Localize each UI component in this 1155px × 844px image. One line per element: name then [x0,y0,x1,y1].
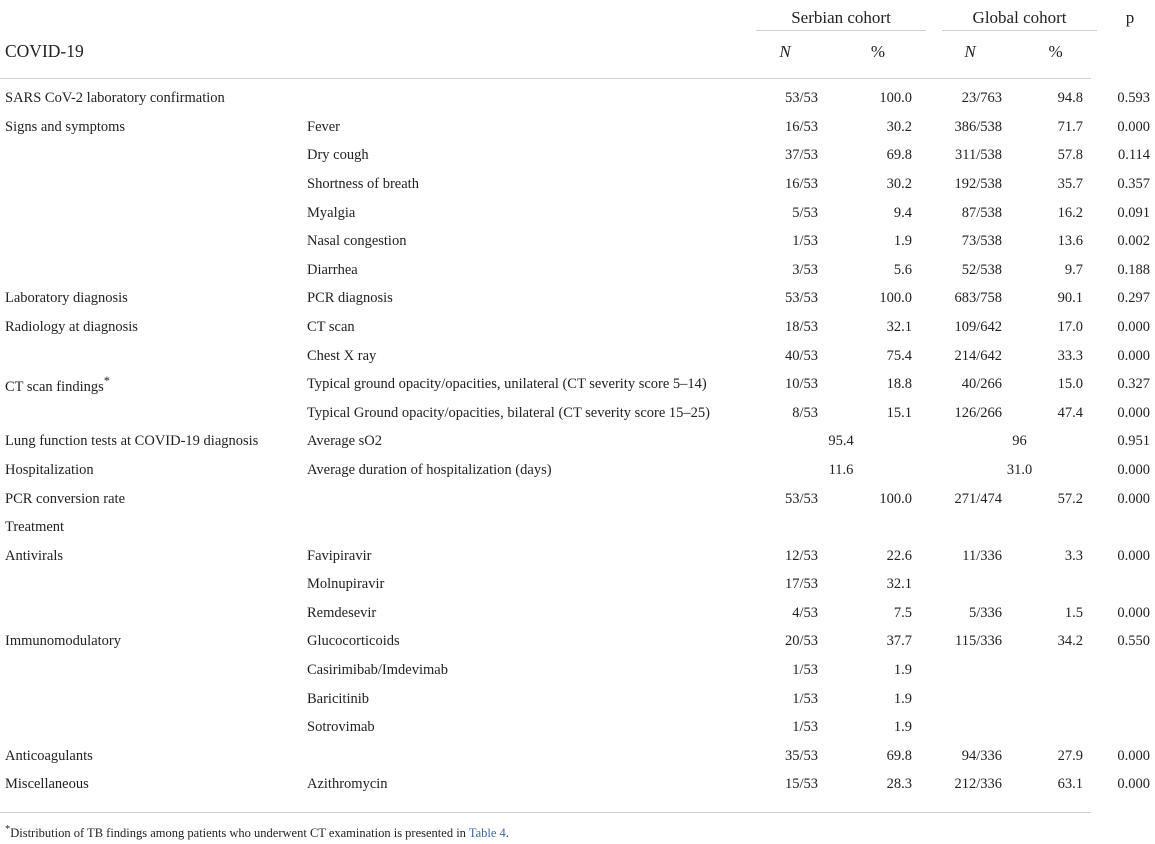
row-category [0,75,305,113]
row-item: CT scan [307,318,355,335]
p-value: 0.000 [1117,547,1151,564]
global-n-value: 386/538 [954,118,1003,135]
serbian-n-value: 1/53 [792,719,818,736]
serbian-n-value: 5/53 [792,204,818,221]
serbian-cohort-header: Serbian cohort [748,0,934,28]
footnote-text: Distribution of TB findings among patients who underwent CT examination is presented in [10,826,469,841]
row-category [0,742,305,771]
global-pct-value: 71.7 [1057,118,1084,135]
global-pct-value: 35.7 [1057,175,1084,192]
table-row [0,656,1155,685]
global-n-value: 52/538 [961,261,1003,278]
serbian-pct-value: 100.0 [879,290,913,307]
p-value: 0.091 [1117,204,1151,221]
table-body [0,75,1155,799]
p-value: 0.000 [1117,604,1151,621]
global-pct-value: 90.1 [1057,290,1084,307]
serbian-pct-value: 1.9 [893,662,913,679]
header-spacer [305,0,748,28]
row-item: Average sO2 [307,433,383,450]
row-item: Baricitinib [307,690,370,707]
p-value: 0.000 [1117,461,1151,478]
serbian-n-value: 1/53 [792,690,818,707]
serbian-pct-value: 32.1 [886,576,913,593]
table-row [0,142,1155,171]
serbian-n-value: 12/53 [784,547,818,564]
serbian-n-value: 16/53 [784,118,818,135]
table-row [0,599,1155,628]
global-pct-value: 27.9 [1057,747,1084,764]
global-pct-value [1006,685,1105,714]
serbian-pct-value: 1.9 [893,719,913,736]
p-value: 0.114 [1117,147,1151,164]
row-category [0,142,305,171]
table-row [0,685,1155,714]
serbian-n-value: 8/53 [792,404,818,421]
row-category-label: Immunomodulatory [5,633,121,650]
p-value: 0.593 [1117,90,1151,106]
row-category-label: Miscellaneous [5,776,89,793]
serbian-pct-value: 100.0 [879,490,913,507]
table-row [0,285,1155,314]
row-category [0,170,305,199]
global-pct-value [1006,571,1105,600]
serbian-pct-value: 28.3 [886,776,913,793]
global-pct-value: 15.0 [1057,376,1084,393]
row-category [0,313,305,342]
table-row [0,75,1155,113]
serbian-pct-value: 69.8 [886,747,913,764]
global-pct-value: 9.7 [1064,261,1084,278]
row-item: Dry cough [307,147,369,164]
global-n-value: 40/266 [961,376,1003,393]
global-n-value: 126/266 [954,404,1003,421]
p-value: 0.327 [1117,376,1151,393]
serbian-pct-header: % [870,41,886,61]
global-pct-value [1006,513,1105,542]
serbian-n-value: 35/53 [784,747,818,764]
table-row [0,713,1155,742]
row-category-label: Treatment [5,519,65,536]
row-category [0,513,305,542]
global-n-value: 271/474 [954,490,1003,507]
global-n-value: 23/763 [961,90,1003,106]
table-row [0,170,1155,199]
header-spacer [1105,28,1155,75]
global-n-value [934,571,1006,600]
table-row [0,771,1155,800]
row-category-footnote-marker: * [103,373,110,388]
row-category [0,485,305,514]
table-row [0,342,1155,371]
row-item [305,485,748,514]
serbian-n-value: 15/53 [784,776,818,793]
serbian-pct-value: 69.8 [886,147,913,164]
row-item: Myalgia [307,204,356,221]
row-item: Nasal congestion [307,233,407,250]
row-category [0,113,305,142]
serbian-pct-value: 30.2 [886,175,913,192]
p-value: 0.000 [1117,490,1151,507]
serbian-n-value: 53/53 [784,90,818,106]
serbian-pct-value: 1.9 [893,690,913,707]
p-value: 0.000 [1117,318,1151,335]
row-category-label: Lung function tests at COVID-19 diagnosis [5,433,259,450]
row-item [305,75,748,113]
p-value: 0.000 [1117,747,1151,764]
row-category [0,628,305,657]
row-category-label: SARS CoV-2 laboratory confirmation [5,90,225,106]
global-cohort-header: Global cohort [934,0,1105,28]
serbian-pct-value: 37.7 [886,633,913,650]
serbian-pct-value: 32.1 [886,318,913,335]
row-item: Diarrhea [307,261,358,278]
header-spacer [0,0,305,28]
global-n-value [934,713,1006,742]
row-category [0,285,305,314]
header-rule [0,78,1091,79]
row-category [0,428,305,457]
row-category [0,342,305,371]
global-pct-value [1006,713,1105,742]
p-value: 0.951 [1117,433,1151,450]
table-row [0,370,1155,399]
table-row [0,199,1155,228]
global-pct-value: 1.5 [1064,604,1084,621]
p-value: 0.000 [1117,347,1151,364]
table-row [0,227,1155,256]
footnote [5,824,509,841]
row-category [0,399,305,428]
footnote-marker: * [5,824,11,835]
row-category [0,656,305,685]
global-n-value: 311/538 [955,147,1003,164]
global-n-value: 11/336 [962,547,1003,564]
serbian-n-value: 4/53 [792,604,818,621]
row-item: Shortness of breath [307,175,419,192]
p-value: 0.000 [1117,118,1151,135]
global-n-value: 73/538 [961,233,1003,250]
serbian-pct-value: 15.1 [886,404,913,421]
row-item: Glucocorticoids [307,633,400,650]
p-value: 0.000 [1117,776,1151,793]
serbian-n-value: 18/53 [784,318,818,335]
row-category-label: Radiology at diagnosis [5,318,138,335]
row-category [0,713,305,742]
p-value [1105,685,1155,714]
row-item: Chest X ray [307,347,377,364]
global-n-value: 192/538 [954,175,1003,192]
serbian-pct-value: 22.6 [886,547,913,564]
global-n-value: 109/642 [954,318,1003,335]
row-item: Typical Ground opacity/opacities, bilateral (CT severity score 15–25) [307,404,710,421]
row-category-label: Signs and symptoms [5,118,126,135]
p-value: 0.550 [1117,633,1151,650]
global-pct-value: 13.6 [1057,233,1084,250]
serbian-n-value: 37/53 [784,147,818,164]
p-value: 0.000 [1117,404,1151,421]
row-item: Typical ground opacity/opacities, unilateral (CT severity score 5–14) [307,376,707,393]
p-value: 0.002 [1117,233,1151,250]
global-pct-value: 17.0 [1057,318,1084,335]
global-pct-value: 63.1 [1057,776,1084,793]
global-n-value: 94/336 [961,747,1003,764]
row-category-label: Laboratory diagnosis [5,290,128,307]
p-value: 0.357 [1117,175,1151,192]
serbian-merged-value: 11.6 [828,461,854,478]
table-row [0,428,1155,457]
header-spacer [305,28,748,75]
p-value [1105,571,1155,600]
table-row [0,542,1155,571]
global-pct-value: 3.3 [1064,547,1084,564]
p-value [1105,713,1155,742]
serbian-n-value: 3/53 [792,261,818,278]
row-category [0,227,305,256]
table-row [0,628,1155,657]
global-n-value: 683/758 [954,290,1003,307]
row-category [0,542,305,571]
bottom-rule [0,812,1091,813]
serbian-merged-value: 95.4 [828,433,854,450]
global-n-value [934,656,1006,685]
global-pct-value: 57.2 [1057,490,1084,507]
row-category [0,771,305,800]
table-row [0,513,1155,542]
row-category-label: Antivirals [5,547,63,564]
row-item: Fever [307,118,341,135]
table-row [0,399,1155,428]
global-n-value [934,685,1006,714]
row-item: Favipiravir [307,547,372,564]
row-category-label: Anticoagulants [5,747,93,764]
serbian-n-value: 53/53 [784,290,818,307]
global-n-value: 214/642 [954,347,1003,364]
serbian-pct-value [822,513,934,542]
table-row [0,113,1155,142]
row-item: Average duration of hospitalization (days) [307,461,552,478]
p-header: p [1125,8,1135,27]
serbian-pct-value: 9.4 [893,204,913,221]
row-item: Remdesevir [307,604,377,621]
global-pct-value: 34.2 [1057,633,1084,650]
serbian-pct-value: 100.0 [879,90,913,106]
serbian-n-value: 17/53 [784,576,818,593]
global-n-value [934,513,1006,542]
table-row [0,313,1155,342]
row-category [0,199,305,228]
serbian-n-value: 1/53 [792,662,818,679]
row-item [305,742,748,771]
row-item: Molnupiravir [307,576,385,593]
row-category [0,571,305,600]
global-n-value: 212/336 [954,776,1003,793]
row-category [0,599,305,628]
global-pct-value: 57.8 [1057,147,1084,164]
serbian-n-header: N [779,41,791,61]
table-row [0,485,1155,514]
row-item: Casirimibab/Imdevimab [307,662,448,679]
row-category-label: CT scan findings [5,378,104,395]
serbian-pct-value: 75.4 [886,347,913,364]
serbian-pct-value: 7.5 [893,604,913,621]
row-category [0,370,305,399]
footnote-end: . [505,826,509,841]
serbian-pct-value: 18.8 [886,376,913,393]
p-value [1105,656,1155,685]
table-row [0,256,1155,285]
serbian-n-value: 20/53 [784,633,818,650]
global-pct-value: 47.4 [1057,404,1084,421]
row-category [0,685,305,714]
row-item: Azithromycin [307,776,388,793]
global-n-header: N [964,41,976,61]
serbian-pct-value: 30.2 [886,118,913,135]
table-row [0,571,1155,600]
global-pct-value: 33.3 [1057,347,1084,364]
row-item [305,513,748,542]
row-item: Sotrovimab [307,719,375,736]
row-category [0,456,305,485]
serbian-n-value [748,513,822,542]
global-pct-value [1006,656,1105,685]
p-value: 0.188 [1117,261,1151,278]
global-n-value: 87/538 [961,204,1003,221]
serbian-n-value: 40/53 [784,347,818,364]
row-category [0,256,305,285]
global-pct-header: % [1048,41,1063,61]
table-row [0,456,1155,485]
serbian-n-value: 53/53 [784,490,818,507]
serbian-pct-value: 5.6 [893,261,913,278]
p-value [1105,513,1155,542]
row-category-label: PCR conversion rate [5,490,126,507]
global-pct-value: 16.2 [1057,204,1084,221]
table-title: COVID-19 [5,41,84,61]
row-item: PCR diagnosis [307,290,393,307]
table-4-link[interactable]: Table 4 [468,826,506,841]
serbian-n-value: 1/53 [792,233,818,250]
p-value: 0.297 [1117,290,1151,307]
global-n-value: 5/336 [968,604,1003,621]
serbian-n-value: 16/53 [784,175,818,192]
global-n-value: 115/336 [955,633,1003,650]
global-pct-value: 94.8 [1057,90,1084,106]
global-merged-value: 96 [1012,433,1027,450]
global-merged-value: 31.0 [1006,461,1033,478]
serbian-n-value: 10/53 [784,376,818,393]
serbian-pct-value: 1.9 [893,233,913,250]
table-row [0,742,1155,771]
row-category-label: Hospitalization [5,461,94,478]
